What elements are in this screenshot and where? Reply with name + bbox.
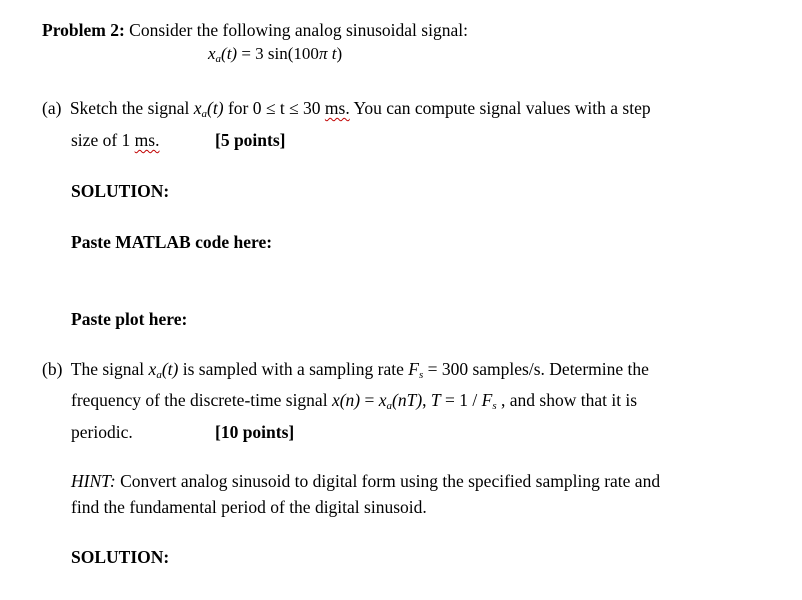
- part-b-line-2: [71, 389, 637, 411]
- part-b-signal-arg: (t): [161, 359, 179, 379]
- part-b-label: (b): [42, 359, 63, 379]
- part-a-signal-var: x: [193, 98, 202, 118]
- part-a-ms-1: ms.: [324, 98, 350, 118]
- part-b-hint-line-2: find the fundamental period of the digital sinusoid.: [71, 497, 427, 517]
- part-a-text-2: You can compute signal values with a step: [349, 98, 651, 118]
- part-b-fs-value: = 300: [423, 359, 469, 379]
- equation-close: ): [336, 44, 343, 63]
- equation-tail-var: t: [327, 44, 337, 63]
- problem-heading: [42, 19, 468, 41]
- part-b-text-3: samples/s. Determine the: [468, 359, 649, 379]
- part-b-signal-var: x: [148, 359, 157, 379]
- paste-matlab-code-label: Paste MATLAB code here:: [71, 232, 273, 252]
- equation-lhs-var: x: [208, 44, 216, 63]
- paste-plot-label: Paste plot here:: [71, 309, 188, 329]
- part-a-signal-arg: (t): [207, 98, 224, 118]
- part-b-text-2: is sampled with a sampling rate: [178, 359, 409, 379]
- part-b-T-rhs: = 1 /: [440, 390, 482, 410]
- part-b-F2-var: F: [481, 390, 493, 410]
- part-b-fs-var: F: [408, 359, 419, 379]
- part-a-range: 0 ≤ t ≤ 30: [252, 98, 321, 118]
- part-b-xa-var: x: [378, 390, 387, 410]
- part-b-xn-eq: =: [360, 390, 379, 410]
- part-a-label: (a): [42, 98, 62, 118]
- part-a-signal-sub: a: [201, 108, 208, 120]
- part-b-signal-sub: a: [156, 369, 162, 381]
- part-a-points: [5 points]: [215, 130, 286, 150]
- part-b-hint-line-1: [71, 470, 660, 492]
- part-b-points: [10 points]: [215, 422, 295, 442]
- part-a-for: for: [223, 98, 253, 118]
- part-b-text-1: The signal: [70, 359, 149, 379]
- problem-label: Problem 2:: [42, 20, 125, 40]
- part-a-ms-2: ms.: [134, 130, 160, 150]
- part-b-T: T: [430, 390, 441, 410]
- part-b-line-1: [42, 358, 649, 380]
- part-b-F2-sub: s: [492, 400, 497, 412]
- part-a-text-1: Sketch the signal: [69, 98, 194, 118]
- part-a-line-2: [71, 129, 159, 151]
- part-b-solution-heading: SOLUTION:: [71, 547, 170, 567]
- signal-equation: [208, 43, 342, 65]
- hint-text-1: Convert analog sinusoid to digital form using the specified sampling rate and: [115, 471, 661, 491]
- part-b-xa-sub: a: [386, 400, 393, 412]
- part-b-comma: ,: [422, 390, 431, 410]
- part-b-text-5: , and show that it is: [496, 390, 638, 410]
- part-a-step-size: size of 1: [71, 130, 135, 150]
- part-b-periodic: periodic.: [71, 422, 133, 442]
- part-b-fs-sub: s: [418, 369, 424, 381]
- equation-equals: = 3 sin(100: [237, 44, 319, 63]
- part-a-line-1: [42, 97, 651, 119]
- part-b-text-4: frequency of the discrete-time signal: [71, 390, 332, 410]
- equation-pi: π: [318, 44, 328, 63]
- part-a-solution-heading: SOLUTION:: [71, 181, 170, 201]
- equation-lhs-sub: a: [215, 53, 222, 65]
- equation-lhs-arg: (t): [221, 44, 238, 63]
- problem-statement: Consider the following analog sinusoidal signal:: [129, 20, 468, 40]
- part-b-xn: x(n): [331, 390, 361, 410]
- part-b-xa-arg: (nT): [392, 390, 423, 410]
- hint-label: HINT:: [71, 471, 116, 491]
